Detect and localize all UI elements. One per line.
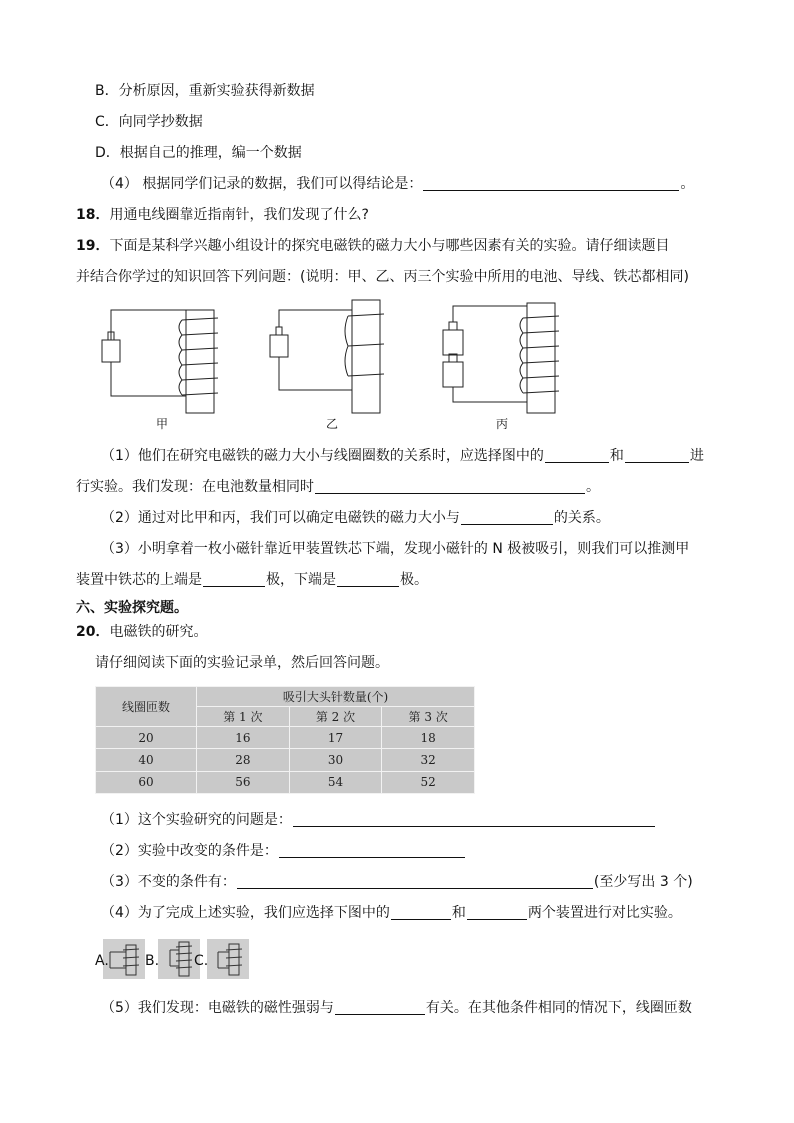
- choice-a-label: A.: [95, 953, 109, 969]
- choice-c-label: C.: [194, 953, 209, 969]
- choice-b-label: B.: [145, 953, 160, 969]
- label-bing: 丙: [496, 417, 509, 431]
- q20-p4-and: 和: [451, 905, 466, 921]
- q19-p3-suffix: 极。: [400, 572, 428, 588]
- q17-part4-text: （4） 根据同学们记录的数据，我们可以得结论是：: [101, 176, 423, 192]
- q20-p1-text: （1）这个实验研究的问题是：: [101, 812, 292, 828]
- table-cell: 16: [197, 727, 290, 749]
- q19-number: 19．: [76, 238, 110, 254]
- table-cell: 60: [96, 771, 197, 793]
- option-b: B．分析原因，重新实验获得新数据: [95, 83, 315, 99]
- table-cell: 17: [289, 727, 382, 749]
- q20-part5: [101, 998, 692, 1018]
- q19-part3-line1: （3）小明拿着一枚小磁针靠近甲装置铁芯下端，发现小磁针的 N 极被吸引，则我们可以推测甲: [101, 541, 690, 557]
- q20-p4-text: （4）为了完成上述实验，我们应选择下图中的: [101, 905, 390, 921]
- table-cell: 32: [382, 749, 475, 771]
- section-6-heading: 六、实验探究题。: [76, 600, 188, 616]
- table-cell: 18: [382, 727, 475, 749]
- q19-line2: 并结合你学过的知识回答下列问题：(说明：甲、乙、丙三个实验中所用的电池、导线、铁芯都相同): [76, 269, 689, 285]
- q18-number: 18．: [76, 207, 110, 223]
- q20-p4-suffix: 两个装置进行对比实验。: [527, 905, 682, 921]
- q20-number: 20．: [76, 624, 110, 640]
- q19-p1-text: （1）他们在研究电磁铁的磁力大小与线圈圈数的关系时，应选择图中的: [101, 448, 544, 464]
- q19-p1-line2-suffix: 。: [586, 479, 600, 495]
- table-cell: 20: [96, 727, 197, 749]
- q17-part4-suffix: 。: [680, 176, 695, 192]
- q20-p2-text: （2）实验中改变的条件是：: [101, 843, 278, 859]
- label-jia: 甲: [156, 417, 169, 431]
- q19-p1-and: 和: [609, 448, 624, 464]
- q20-p5-suffix: 有关。在其他条件相同的情况下，线圈匝数: [425, 1000, 692, 1016]
- q19-text-1: 下面是某科学兴趣小组设计的探究电磁铁的磁力大小与哪些因素有关的实验。请仔细读题目: [109, 238, 670, 254]
- q20-title-text: 电磁铁的研究。: [109, 624, 208, 640]
- q19-p1-suffix: 进: [689, 448, 704, 464]
- q19-p3-text: 装置中铁芯的上端是: [76, 572, 202, 588]
- header-pins-attracted: 吸引大头针数量(个): [197, 687, 475, 707]
- q19-p1-line2-text: 行实验。我们发现：在电池数量相同时: [76, 479, 314, 495]
- table-cell: 40: [96, 749, 197, 771]
- header-coil-turns: 线圈匝数: [96, 687, 197, 727]
- header-trial-2: 第 2 次: [289, 707, 382, 727]
- table-cell: 30: [289, 749, 382, 771]
- table-cell: 28: [197, 749, 290, 771]
- table-cell: 54: [289, 771, 382, 793]
- header-trial-1: 第 1 次: [197, 707, 290, 727]
- label-yi: 乙: [326, 417, 339, 431]
- q18-text: 用通电线圈靠近指南针，我们发现了什么?: [109, 207, 369, 223]
- q19-p2-text: （2）通过对比甲和丙，我们可以确定电磁铁的磁力大小与: [101, 510, 460, 526]
- q20-p3-suffix: (至少写出 3 个): [593, 874, 693, 890]
- option-c: C．向同学抄数据: [95, 114, 203, 130]
- table-cell: 52: [382, 771, 475, 793]
- option-d: D．根据自己的推理，编一个数据: [95, 145, 302, 161]
- table-cell: 56: [197, 771, 290, 793]
- q20-p3-text: （3）不变的条件有：: [101, 874, 236, 890]
- q20-p5-text: （5）我们发现：电磁铁的磁性强弱与: [101, 1000, 334, 1016]
- header-trial-3: 第 3 次: [382, 707, 475, 727]
- q20-p5-blank[interactable]: [335, 999, 425, 1015]
- q19-p3-mid: 极，下端是: [266, 572, 336, 588]
- q20-intro: 请仔细阅读下面的实验记录单，然后回答问题。: [95, 655, 389, 671]
- q19-p2-suffix: 的关系。: [553, 510, 610, 526]
